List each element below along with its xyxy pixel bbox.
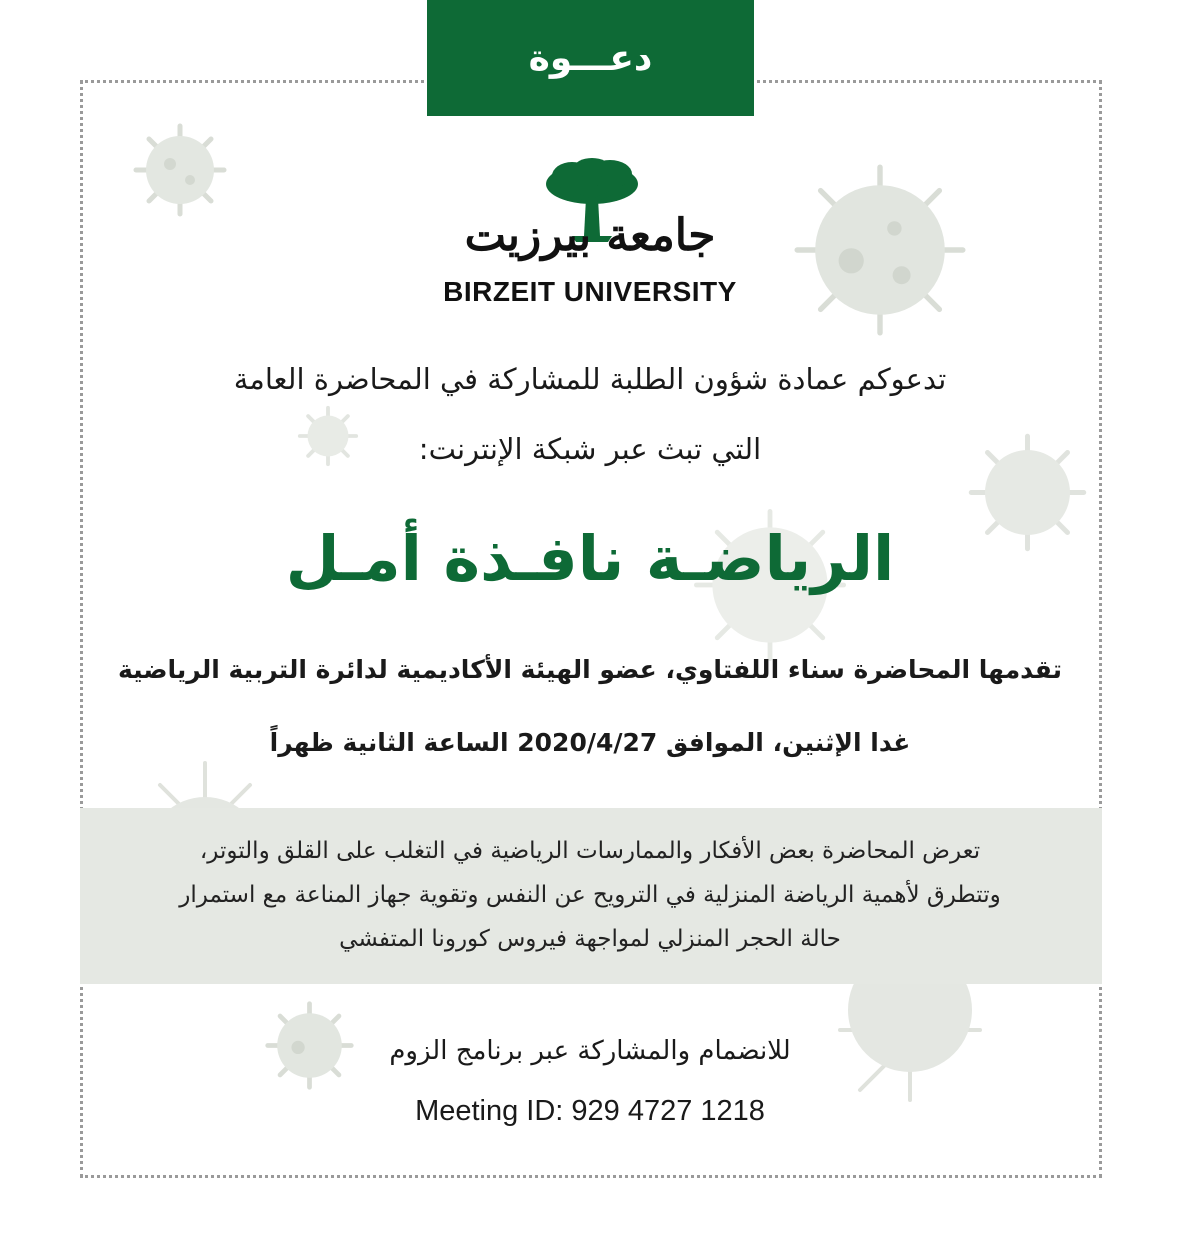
university-logo (420, 158, 760, 308)
description-line-1: تعرض المحاضرة بعض الأفكار والممارسات الرياضية في التغلب على القلق والتوتر، (199, 838, 981, 864)
university-name-arabic: جامعة بيرزيت (464, 210, 716, 261)
zoom-join-text: للانضمام والمشاركة عبر برنامج الزوم (389, 1036, 791, 1066)
invitation-line-1: تدعوكم عمادة شؤون الطلبة للمشاركة في المحاضرة العامة (233, 362, 947, 396)
virus-icon (790, 160, 970, 340)
description-line-2: وتتطرق لأهمية الرياضة المنزلية في الترويح عن النفس وتقوية جهاز المناعة مع استمرار (179, 882, 1001, 908)
invitation-header: دعـــوة (427, 0, 754, 116)
lecture-presenter: تقدمها المحاضرة سناء اللفتاوي، عضو الهيئة الأكاديمية لدائرة التربية الرياضية (117, 655, 1062, 684)
invitation-line-2: التي تبث عبر شبكة الإنترنت: (418, 432, 762, 466)
lecture-title: الرياضـة نافـذة أمـل (285, 522, 895, 595)
lecture-datetime: غدا الإثنين، الموافق 2020/4/27 الساعة الثانية ظهراً (269, 728, 911, 757)
university-name-english: BIRZEIT UNIVERSITY (443, 276, 737, 307)
meeting-id[interactable]: Meeting ID: 929 4727 1218 (415, 1095, 765, 1127)
description-line-3: حالة الحجر المنزلي لمواجهة فيروس كورونا المتفشي (339, 926, 841, 952)
virus-icon (130, 120, 230, 220)
